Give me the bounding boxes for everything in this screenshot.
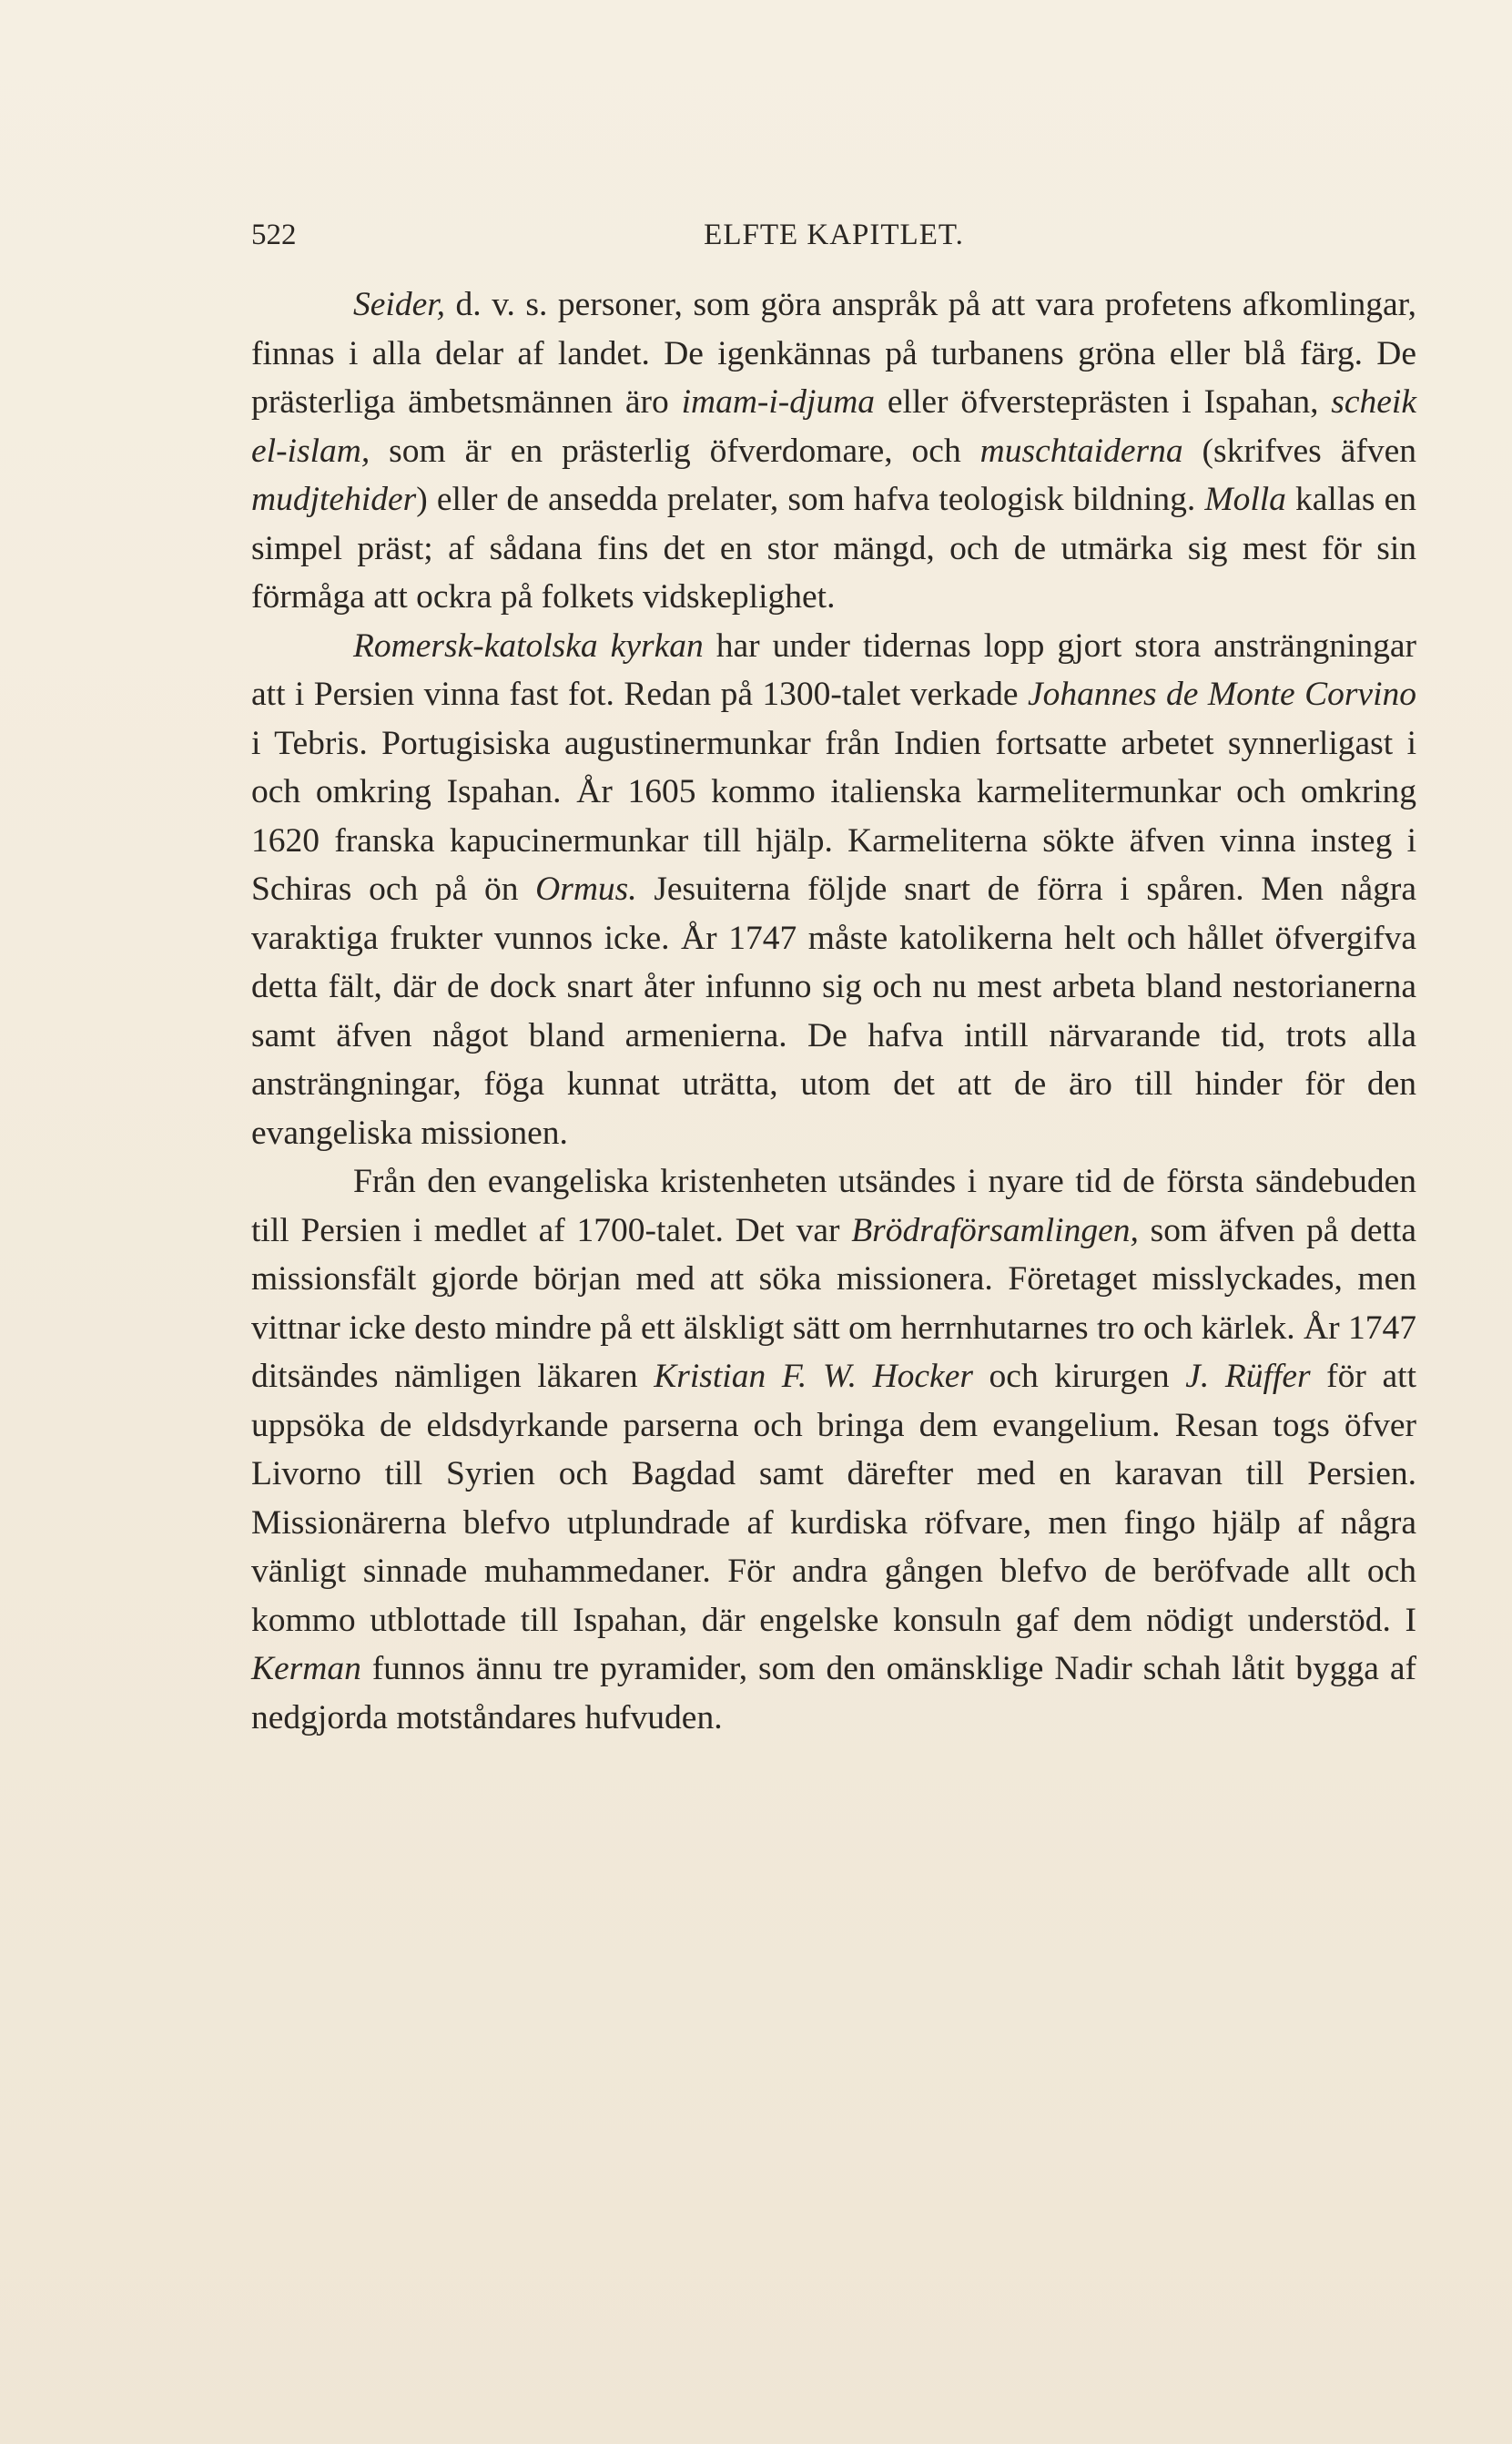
body-text xyxy=(251,280,1416,1742)
italic-term: Romersk-katolska kyrkan xyxy=(353,626,704,665)
italic-term: J. Rüffer xyxy=(1185,1358,1311,1395)
text-run: eller öfversteprästen i Ispahan, xyxy=(875,383,1332,421)
page-header xyxy=(251,219,1416,264)
paragraph xyxy=(251,1157,1416,1742)
italic-term: Brödraförsamlingen, xyxy=(851,1211,1139,1249)
text-run: Från den evangeliska kristenheten utsändes i nyare tid de första sändebuden till Persien i medlet af 1700-talet. Det var xyxy=(251,1163,1416,1249)
paragraph xyxy=(251,280,1416,622)
text-run: i Tebris. Portugisiska augustinermunkar från Indien fortsatte arbetet synnerligast i och omkring Ispahan. År 1605 kommo italienska karmelitermunkar och omkring 1620 franska kapucinermunkar till hjälp. Karmeliterna sökte äfven vinna insteg i Schiras och på ön xyxy=(251,724,1416,908)
italic-term: Molla xyxy=(1204,481,1286,518)
text-run: har under tidernas lopp gjort stora ansträngningar att i Persien vinna fast fot. Redan på 1300-talet verkade xyxy=(251,626,1416,713)
text-run: och kirurgen xyxy=(972,1358,1186,1395)
italic-term: Johannes de Monte Corvino xyxy=(1027,676,1416,713)
italic-term: Kristian F. W. Hocker xyxy=(654,1358,973,1395)
text-run: för att uppsöka de eldsdyrkande parserna och bringa dem evangelium. Resan togs öfver Livorno till Syrien och Bagdad samt därefter med en karavan till Persien. Missionärerna blefvo utplundrade af kurdiska röfvare, men fingo hjälp af några vänligt sinnade muhammedaner. För andra gången blefvo de beröfvade allt och kommo utblottade till Ispahan, där engelske konsuln gaf dem nödigt understöd. I xyxy=(251,1358,1416,1639)
text-run: som äfven på detta missionsfält gjorde början med att söka missionera. Företaget misslyckades, men vittnar icke desto mindre på ett älskligt sätt om herrnhutarnes tro och kärlek. År 1747 ditsändes nämligen läkaren xyxy=(251,1211,1416,1395)
italic-term: Kerman xyxy=(251,1650,361,1687)
text-run: d. v. s. personer, som göra anspråk på att vara profetens afkomlingar, finnas i alla delar af landet. De igenkännas på turbanens gröna eller blå färg. De prästerliga ämbetsmännen äro xyxy=(251,286,1416,421)
italic-term: Ormus. xyxy=(535,871,637,908)
italic-term: mudjtehider xyxy=(251,481,417,518)
text-run: funnos ännu tre pyramider, som den omänsklige Nadir schah låtit bygga af nedgjorda motståndares hufvuden. xyxy=(251,1650,1416,1736)
paragraph xyxy=(251,622,1416,1158)
page-number: 522 xyxy=(251,219,297,251)
italic-term: Seider, xyxy=(353,286,446,323)
text-run: kallas en simpel präst; af sådana fins det en stor mängd, och de utmärka sig mest för sin förmåga att ockra på folkets vidskeplighet. xyxy=(251,481,1416,616)
running-title: ELFTE KAPITLET. xyxy=(704,219,964,251)
italic-term: scheik el-islam, xyxy=(251,383,1416,470)
text-run: (skrifves äfven xyxy=(1182,432,1416,470)
text-run: Jesuiterna följde snart de förra i spåren. Men några varaktiga frukter vunnos icke. År 1747 måste katolikerna helt och hållet öfvergifva detta fält, där de dock snart åter infunno sig och nu mest arbeta bland nestorianerna samt äfven något bland armenierna. De hafva intill närvarande tid, trots alla ansträngningar, föga kunnat uträtta, utom det att de äro till hinder för den evangeliska missionen. xyxy=(251,871,1416,1152)
text-run: som är en prästerlig öfverdomare, och xyxy=(370,432,980,470)
italic-term: muschtaiderna xyxy=(979,432,1183,470)
text-run: ) eller de ansedda prelater, som hafva teologisk bildning. xyxy=(416,481,1205,518)
italic-term: imam-i-djuma xyxy=(681,383,876,421)
